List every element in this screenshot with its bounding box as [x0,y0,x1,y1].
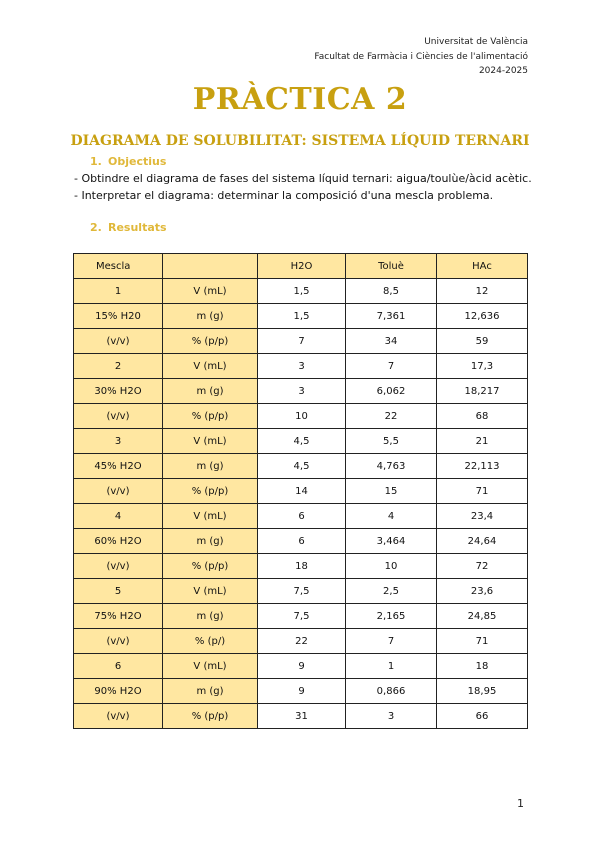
table-cell-mescla: 75% H2O [74,604,163,629]
table-cell-hac: 23,4 [437,504,528,529]
objective-item-1: - Obtindre el diagrama de fases del sistema líquid ternari: aigua/toulùe/àcid acètic. [74,172,532,185]
table-cell-h2o: 9 [258,679,346,704]
table-cell-h2o: 31 [258,704,346,729]
table-cell-h2o: 10 [258,404,346,429]
results-table [73,253,528,729]
table-row [74,279,528,304]
table-cell-hac: 71 [437,629,528,654]
table-cell-hac: 72 [437,554,528,579]
table-row [74,604,528,629]
table-cell-toluene: 4,763 [346,454,437,479]
table-cell-mescla: (v/v) [74,704,163,729]
table-cell-h2o: 3 [258,354,346,379]
table-row [74,529,528,554]
header-cell-mescla: Mescla [74,254,163,279]
table-cell-quantity: m (g) [163,529,258,554]
table-cell-toluene: 7,361 [346,304,437,329]
table-row [74,654,528,679]
table-cell-quantity: m (g) [163,679,258,704]
table-cell-toluene: 4 [346,504,437,529]
table-cell-hac: 24,85 [437,604,528,629]
objective-item-2: - Interpretar el diagrama: determinar la composició d'una mescla problema. [74,189,494,202]
table-cell-h2o: 14 [258,479,346,504]
table-cell-mescla: (v/v) [74,629,163,654]
table-cell-toluene: 0,866 [346,679,437,704]
table-cell-quantity: % (p/p) [163,404,258,429]
table-row [74,329,528,354]
table-cell-toluene: 10 [346,554,437,579]
table-row [74,479,528,504]
header-cell-hac: HAc [437,254,528,279]
header-cell-h2o: H2O [258,254,346,279]
table-cell-quantity: V (mL) [163,579,258,604]
table-cell-mescla: 60% H2O [74,529,163,554]
table-row [74,304,528,329]
table-cell-hac: 71 [437,479,528,504]
table-cell-h2o: 7,5 [258,604,346,629]
table-cell-mescla: (v/v) [74,404,163,429]
table-cell-toluene: 7 [346,629,437,654]
section-number: 2. [90,221,102,234]
table-cell-quantity: V (mL) [163,279,258,304]
table-cell-hac: 17,3 [437,354,528,379]
table-cell-quantity: V (mL) [163,429,258,454]
table-cell-h2o: 22 [258,629,346,654]
table-cell-hac: 23,6 [437,579,528,604]
table-cell-h2o: 3 [258,379,346,404]
table-cell-toluene: 1 [346,654,437,679]
table-row [74,579,528,604]
table-cell-hac: 21 [437,429,528,454]
table-cell-quantity: m (g) [163,379,258,404]
table-cell-toluene: 34 [346,329,437,354]
table-row [74,454,528,479]
table-cell-quantity: % (p/p) [163,704,258,729]
table-cell-mescla: 3 [74,429,163,454]
table-cell-quantity: % (p/p) [163,329,258,354]
table-row [74,704,528,729]
table-cell-mescla: 90% H2O [74,679,163,704]
table-row [74,504,528,529]
table-cell-h2o: 7,5 [258,579,346,604]
table-row [74,429,528,454]
table-cell-toluene: 2,165 [346,604,437,629]
section-label: Objectius [108,155,167,168]
table-cell-hac: 18 [437,654,528,679]
table-cell-toluene: 22 [346,404,437,429]
section-heading-results [90,221,167,234]
header-year: 2024-2025 [478,66,528,76]
table-cell-mescla: 2 [74,354,163,379]
table-cell-toluene: 3 [346,704,437,729]
table-cell-hac: 66 [437,704,528,729]
page-number: 1 [517,797,524,810]
table-cell-quantity: V (mL) [163,504,258,529]
table-cell-h2o: 6 [258,504,346,529]
table-cell-mescla: 1 [74,279,163,304]
table-cell-toluene: 3,464 [346,529,437,554]
page-subtitle: DIAGRAMA DE SOLUBILITAT: SISTEMA LÍQUID TERNARI [70,133,530,149]
table-cell-quantity: m (g) [163,604,258,629]
table-cell-h2o: 1,5 [258,304,346,329]
table-cell-quantity: % (p/p) [163,479,258,504]
table-cell-mescla: 5 [74,579,163,604]
table-cell-h2o: 6 [258,529,346,554]
table-cell-toluene: 6,062 [346,379,437,404]
table-cell-hac: 18,95 [437,679,528,704]
table-cell-hac: 24,64 [437,529,528,554]
table-header-row [74,254,528,279]
table-cell-quantity: % (p/p) [163,554,258,579]
table-cell-mescla: 15% H20 [74,304,163,329]
table-cell-h2o: 4,5 [258,429,346,454]
table-cell-hac: 12,636 [437,304,528,329]
section-number: 1. [90,155,102,168]
page-title: PRÀCTICA 2 [192,82,408,117]
table-row [74,679,528,704]
table-cell-hac: 68 [437,404,528,429]
table-cell-h2o: 9 [258,654,346,679]
table-cell-quantity: V (mL) [163,354,258,379]
table-cell-mescla: 45% H2O [74,454,163,479]
table-cell-toluene: 8,5 [346,279,437,304]
table-cell-h2o: 18 [258,554,346,579]
table-cell-hac: 18,217 [437,379,528,404]
table-row [74,404,528,429]
table-cell-quantity: % (p/) [163,629,258,654]
table-cell-h2o: 4,5 [258,454,346,479]
table-cell-hac: 12 [437,279,528,304]
table-cell-toluene: 7 [346,354,437,379]
table-row [74,379,528,404]
table-cell-hac: 59 [437,329,528,354]
table-cell-toluene: 15 [346,479,437,504]
table-cell-h2o: 7 [258,329,346,354]
table-cell-h2o: 1,5 [258,279,346,304]
document-header [314,35,528,79]
table-cell-mescla: (v/v) [74,329,163,354]
table-cell-quantity: V (mL) [163,654,258,679]
table-row [74,354,528,379]
table-cell-toluene: 2,5 [346,579,437,604]
header-cell-toluene: Toluè [346,254,437,279]
table-cell-hac: 22,113 [437,454,528,479]
table-cell-mescla: (v/v) [74,554,163,579]
table-cell-quantity: m (g) [163,454,258,479]
header-cell-quantity [163,254,258,279]
table-cell-mescla: 30% H2O [74,379,163,404]
section-heading-objectives [90,155,166,168]
table-cell-mescla: 4 [74,504,163,529]
table-cell-mescla: (v/v) [74,479,163,504]
section-label: Resultats [108,221,167,234]
table-row [74,554,528,579]
table-cell-mescla: 6 [74,654,163,679]
table-cell-toluene: 5,5 [346,429,437,454]
header-university: Universitat de València [424,37,528,47]
table-row [74,629,528,654]
header-faculty: Facultat de Farmàcia i Ciències de l'alimentació [314,51,528,62]
table-cell-quantity: m (g) [163,304,258,329]
